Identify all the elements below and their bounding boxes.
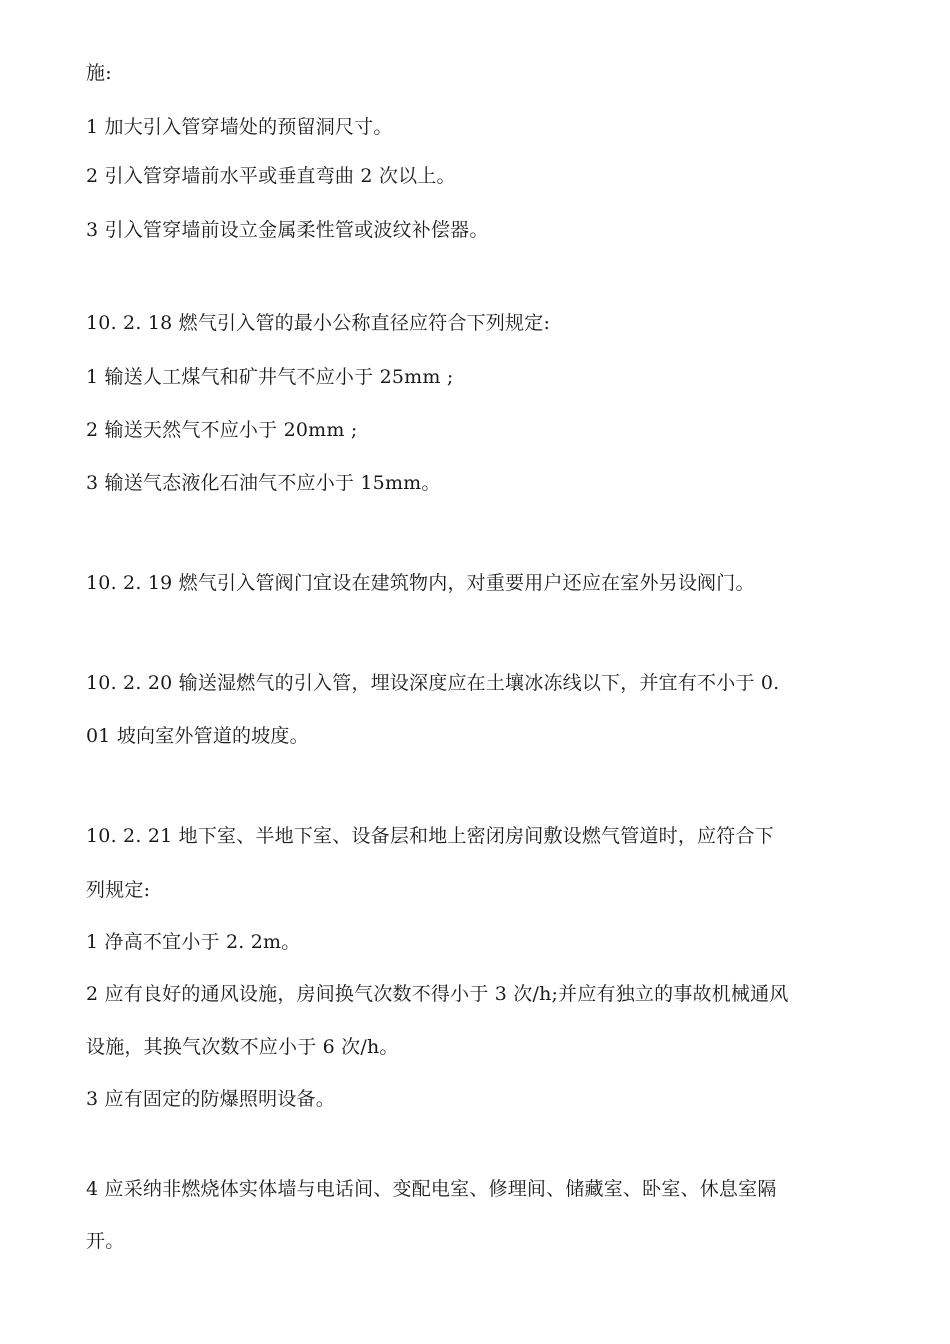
text-line: 3 应有固定的防爆照明设备。	[86, 1088, 335, 1110]
text-line: 4 应采纳非燃烧体实体墙与电话间、变配电室、修理间、储藏室、卧室、休息室隔	[86, 1178, 777, 1200]
text-line: 1 净高不宜小于 2. 2m。	[86, 931, 301, 953]
text-line: 列规定:	[86, 879, 151, 901]
text-line: 3 输送气态液化石油气不应小于 15mm。	[86, 472, 441, 494]
text-line: 设施，其换气次数不应小于 6 次/h。	[86, 1036, 399, 1058]
text-line: 10. 2. 21 地下室、半地下室、设备层和地上密闭房间敷设燃气管道时，应符合下	[86, 825, 774, 847]
text-line: 3 引入管穿墙前设立金属柔性管或波纹补偿器。	[86, 219, 489, 241]
text-line: 2 应有良好的通风设施，房间换气次数不得小于 3 次/h;并应有独立的事故机械通风	[86, 983, 789, 1005]
text-line: 1 输送人工煤气和矿井气不应小于 25mm ;	[86, 366, 454, 388]
text-line: 1 加大引入管穿墙处的预留洞尺寸。	[86, 116, 393, 138]
text-line: 10. 2. 20 输送湿燃气的引入管，埋设深度应在土壤冰冻线以下，并宜有不小于 0.	[86, 672, 780, 694]
text-line: 10. 2. 18 燃气引入管的最小公称直径应符合下列规定:	[86, 312, 551, 334]
text-line: 10. 2. 19 燃气引入管阀门宜设在建筑物内，对重要用户还应在室外另设阀门。	[86, 572, 755, 594]
text-line: 开。	[86, 1230, 125, 1252]
text-line: 01 坡向室外管道的坡度。	[86, 725, 309, 747]
text-line: 2 输送天然气不应小于 20mm ;	[86, 419, 358, 441]
text-line: 2 引入管穿墙前水平或垂直弯曲 2 次以上。	[86, 165, 456, 187]
text-line: 施:	[86, 62, 112, 84]
